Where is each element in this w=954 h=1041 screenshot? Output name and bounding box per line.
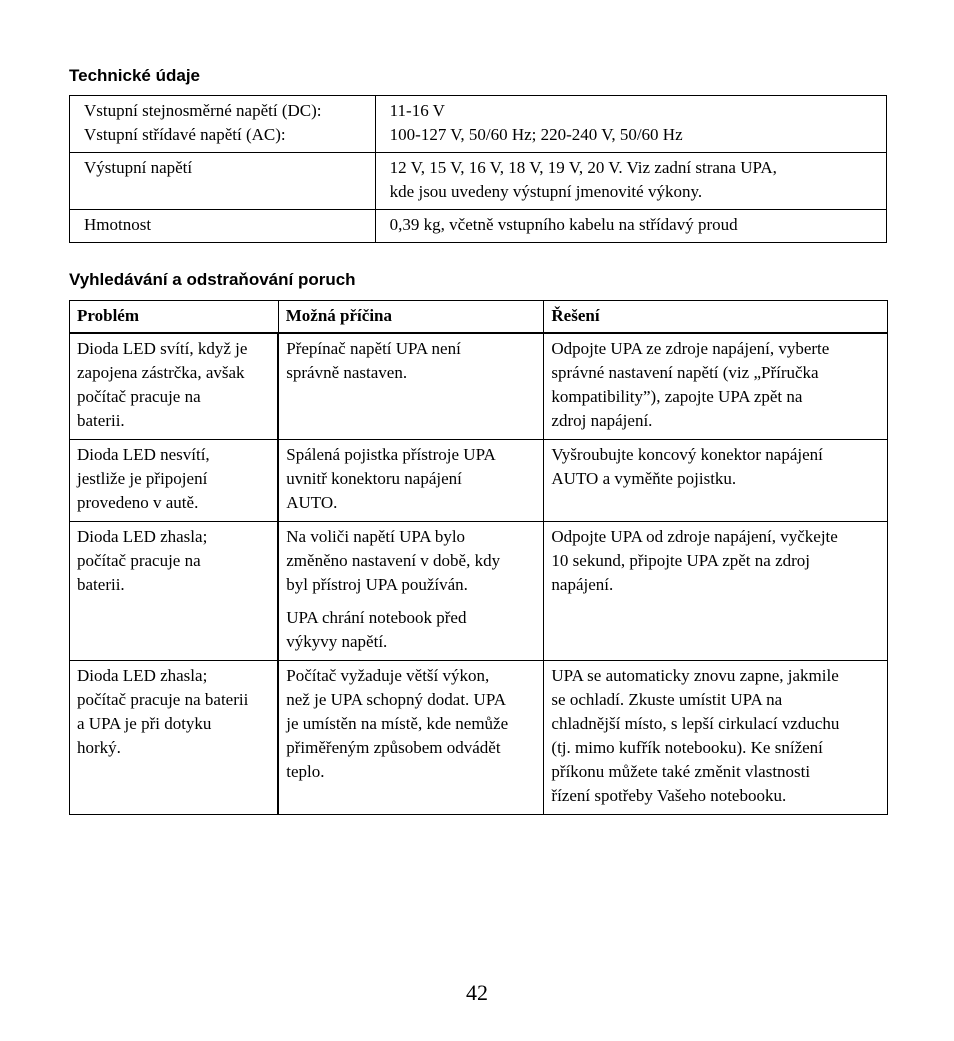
text-line: chladnější místo, s lepší cirkulací vzduchu [551, 714, 840, 733]
header-problem: Problém [70, 301, 279, 334]
text-line: počítač pracuje na baterii [77, 690, 249, 709]
cause-cell [278, 522, 544, 661]
solution-cell [544, 661, 888, 815]
header-cause: Možná příčina [278, 301, 544, 334]
text-line: 100-127 V, 50/60 Hz; 220-240 V, 50/60 Hz [389, 125, 683, 144]
text-line: řízení spotřeby Vašeho notebooku. [551, 786, 787, 805]
text-line: Dioda LED zhasla; [77, 527, 208, 546]
text-line: Na voliči napětí UPA bylo [286, 527, 466, 546]
cause-cell [278, 440, 544, 522]
tech-specs-table [69, 95, 887, 243]
text-line: teplo. [286, 762, 325, 781]
text-line: baterii. [77, 575, 125, 594]
text-line: Vyšroubujte koncový konektor napájení [551, 445, 823, 464]
text-line: správné nastavení napětí (viz „Příručka [551, 363, 819, 382]
spec-label [70, 96, 376, 153]
text-line: napájení. [551, 575, 614, 594]
table-row [70, 440, 888, 522]
text-line: horký. [77, 738, 121, 757]
text-line: UPA se automaticky znovu zapne, jakmile [551, 666, 839, 685]
text-line: zapojena zástrčka, avšak [77, 363, 245, 382]
problem-cell [70, 522, 279, 661]
text-line: Vstupní střídavé napětí (AC): [84, 125, 286, 144]
text-line: 10 sekund, připojte UPA zpět na zdroj [551, 551, 810, 570]
spec-value [375, 210, 886, 243]
spec-value [375, 153, 886, 210]
spec-label [70, 210, 376, 243]
text-line: Odpojte UPA od zdroje napájení, vyčkejte [551, 527, 838, 546]
page-number: 42 [466, 980, 488, 1005]
text-line: zdroj napájení. [551, 411, 653, 430]
spec-row [70, 153, 887, 210]
text-line: Počítač vyžaduje větší výkon, [286, 666, 490, 685]
spec-label [70, 153, 376, 210]
text-line: Spálená pojistka přístroje UPA [286, 445, 496, 464]
text-line: (tj. mimo kufřík notebooku). Ke snížení [551, 738, 823, 757]
text-line: Přepínač napětí UPA není [286, 339, 461, 358]
text-line: jestliže je připojení [77, 469, 208, 488]
text-line: Odpojte UPA ze zdroje napájení, vyberte [551, 339, 830, 358]
text-line: přiměřeným způsobem odvádět [286, 738, 501, 757]
text-line: AUTO. [286, 493, 338, 512]
table-row [70, 522, 888, 661]
text-line: 11-16 V [389, 101, 445, 120]
text-line: Hmotnost [84, 215, 152, 234]
cause-cell [278, 333, 544, 440]
text-line: 12 V, 15 V, 16 V, 18 V, 19 V, 20 V. Viz zadní strana UPA, [389, 158, 777, 177]
text-line: Výstupní napětí [84, 158, 193, 177]
text-line: správně nastaven. [286, 363, 408, 382]
solution-cell [544, 522, 888, 661]
text-line: počítač pracuje na [77, 551, 201, 570]
header-solution: Řešení [544, 301, 888, 334]
text-line: provedeno v autě. [77, 493, 199, 512]
table-row [70, 661, 888, 815]
spec-value [375, 96, 886, 153]
text-line: a UPA je při dotyku [77, 714, 212, 733]
troubleshooting-table [69, 300, 888, 815]
problem-cell [70, 661, 279, 815]
solution-cell [544, 333, 888, 440]
problem-cell [70, 333, 279, 440]
text-line: Dioda LED nesvítí, [77, 445, 210, 464]
troubleshooting-heading: Vyhledávání a odstraňování poruch [69, 270, 356, 289]
text-line: kde jsou uvedeny výstupní jmenovité výkony. [389, 182, 703, 201]
problem-cell [70, 440, 279, 522]
text-line: než je UPA schopný dodat. UPA [286, 690, 506, 709]
spec-row [70, 96, 887, 153]
cause-cell [278, 661, 544, 815]
text-line: je umístěn na místě, kde nemůže [286, 714, 509, 733]
table-header-row [70, 301, 888, 334]
tech-specs-heading: Technické údaje [69, 66, 201, 85]
solution-cell [544, 440, 888, 522]
text-line: byl přístroj UPA používán. [286, 575, 468, 594]
text-line: se ochladí. Zkuste umístit UPA na [551, 690, 783, 709]
text-line: Dioda LED zhasla; [77, 666, 208, 685]
text-line: počítač pracuje na [77, 387, 201, 406]
text-line: kompatibility”), zapojte UPA zpět na [551, 387, 803, 406]
text-line: AUTO a vyměňte pojistku. [551, 469, 737, 488]
text-line: uvnitř konektoru napájení [286, 469, 462, 488]
text-line: výkyvy napětí. [286, 632, 388, 651]
text-line: změněno nastavení v době, kdy [286, 551, 501, 570]
spec-row [70, 210, 887, 243]
text-line: baterii. [77, 411, 125, 430]
text-line: příkonu můžete také změnit vlastnosti [551, 762, 811, 781]
text-line: Dioda LED svítí, když je [77, 339, 248, 358]
text-line: UPA chrání notebook před [286, 608, 467, 627]
text-line: 0,39 kg, včetně vstupního kabelu na střídavý proud [389, 215, 738, 234]
text-line: Vstupní stejnosměrné napětí (DC): [84, 101, 322, 120]
table-row [70, 333, 888, 440]
